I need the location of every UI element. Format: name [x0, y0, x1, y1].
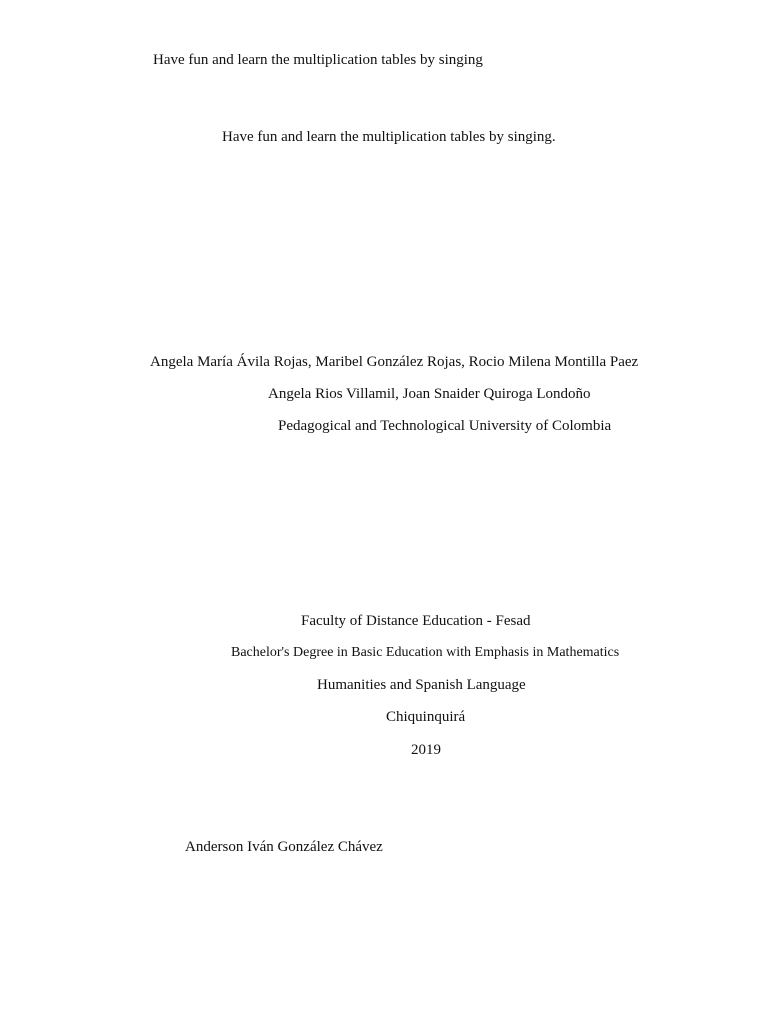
advisor-name: Anderson Iván González Chávez — [185, 839, 383, 855]
year: 2019 — [411, 742, 441, 758]
program-name: Humanities and Spanish Language — [317, 677, 526, 693]
city-name: Chiquinquirá — [386, 709, 466, 725]
authors-line-2: Angela Rios Villamil, Joan Snaider Quiroga Londoño — [268, 386, 591, 402]
university-name: Pedagogical and Technological University of Colombia — [278, 418, 612, 434]
degree-name: Bachelor's Degree in Basic Education with Emphasis in Mathematics — [231, 645, 620, 660]
running-head: Have fun and learn the multiplication tables by singing — [153, 52, 483, 68]
authors-line-1: Angela María Ávila Rojas, Maribel González Rojas, Rocio Milena Montilla Paez — [150, 354, 639, 370]
faculty-name: Faculty of Distance Education - Fesad — [301, 613, 531, 629]
document-title: Have fun and learn the multiplication tables by singing. — [222, 129, 556, 145]
